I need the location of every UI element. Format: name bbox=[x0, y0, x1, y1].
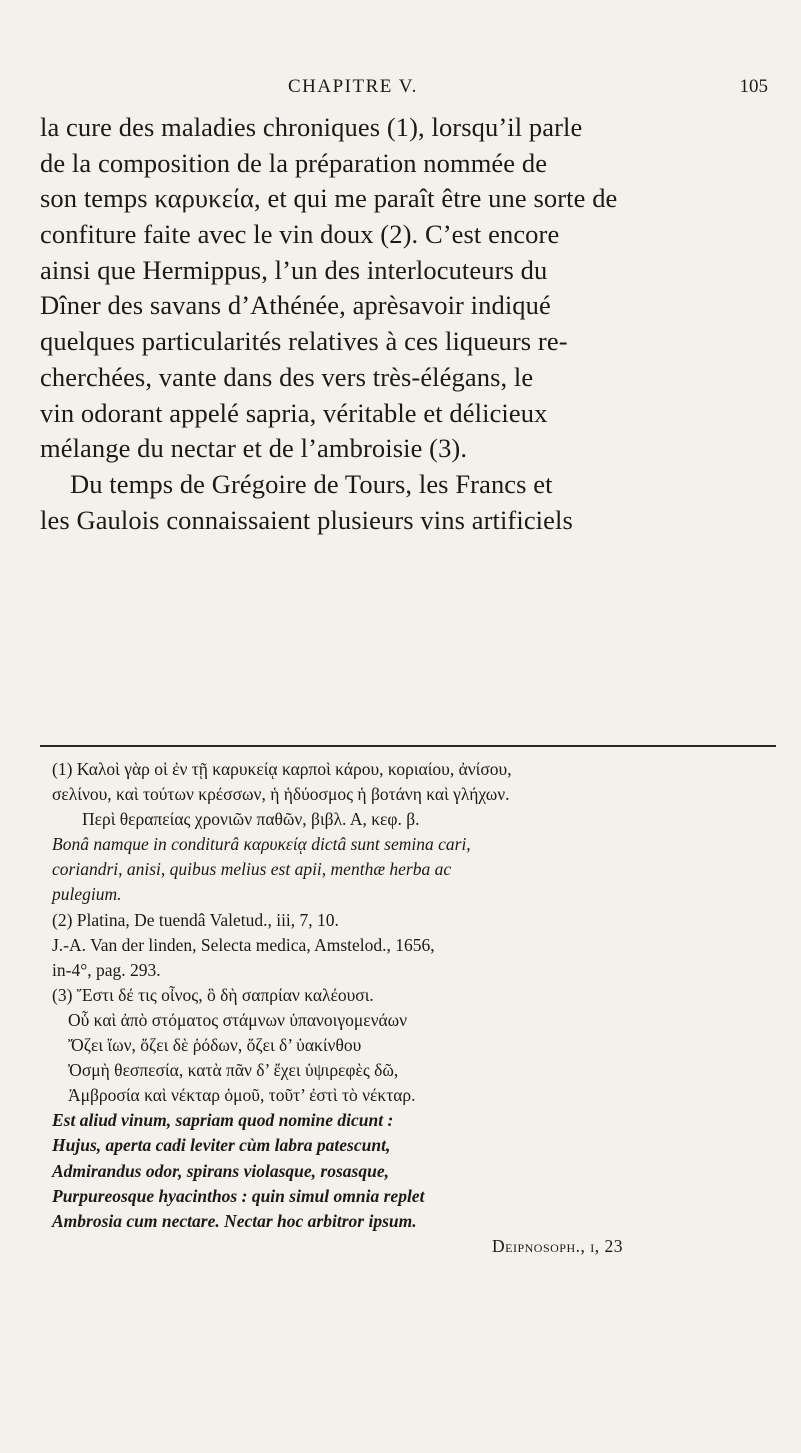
running-head: CHAPITRE V. bbox=[288, 76, 418, 97]
footnote-2-line: in-4°, pag. 293. bbox=[52, 959, 161, 980]
footnote-1-latin-line: coriandri, anisi, quibus melius est apii, menthæ herba ac bbox=[52, 859, 452, 880]
footnote-3-latin-line: Hujus, aperta cadi leviter cùm labra patescunt, bbox=[52, 1135, 391, 1156]
footnote-1-latin-line: Bonâ namque in conditurâ καρυκείᾳ dictâ sunt semina cari, bbox=[52, 834, 471, 855]
footnote-3-greek-line: Ὄζει ἴων, ὄζει δὲ ῥόδων, ὄζει δ’ ὑακίνθου bbox=[68, 1035, 362, 1056]
footnote-3-latin-line: Est aliud vinum, sapriam quod nomine dicunt : bbox=[52, 1110, 394, 1131]
body-line: cherchées, vante dans des vers très-élégans, le bbox=[40, 361, 534, 392]
footnote-1-latin-line: pulegium. bbox=[52, 884, 122, 905]
footnote-3-latin-line: Admirandus odor, spirans violasque, rosasque, bbox=[52, 1160, 389, 1181]
page-number: 105 bbox=[739, 76, 768, 97]
body-line: la cure des maladies chroniques (1), lorsqu’il parle bbox=[40, 112, 583, 142]
footnote-2-line: (2) Platina, De tuendâ Valetud., iii, 7, 10. bbox=[52, 909, 339, 930]
footnote-3-greek-line: Ἀμβροσία καὶ νέκταρ ὁμοῦ, τοῦτ’ ἐστὶ τὸ νέκταρ. bbox=[68, 1085, 416, 1106]
footnote-divider bbox=[40, 745, 776, 747]
footnote-1-greek-line: σελίνου, καὶ τούτων κρέσσων, ἡ ἡδύοσμος ἡ βοτάνη καὶ γλήχων. bbox=[52, 784, 510, 805]
book-page bbox=[40, 0, 776, 1453]
body-line: Dîner des savans d’Athénée, aprèsavoir indiqué bbox=[40, 290, 551, 321]
footnote-3-greek-line: Ὀσμὴ θεσπεσία, κατὰ πᾶν δ’ ἔχει ὑψιρεφὲς δῶ, bbox=[68, 1060, 399, 1081]
page-header bbox=[40, 76, 776, 102]
body-line: son temps καρυκεία, et qui me paraît être une sorte de bbox=[40, 183, 618, 214]
body-line: confiture faite avec le vin doux (2). C’est encore bbox=[40, 219, 560, 250]
footnote-3-greek-line: (3) Ἔστι δέ τις οἶνος, ὃ δὴ σαπρίαν καλέουσι. bbox=[52, 984, 374, 1005]
footnotes bbox=[52, 757, 776, 1259]
main-text bbox=[40, 110, 776, 538]
footnote-2-line: J.-A. Van der linden, Selecta medica, Amstelod., 1656, bbox=[52, 934, 435, 955]
body-line: quelques particularités relatives à ces liqueurs re- bbox=[40, 326, 568, 357]
body-line: les Gaulois connaissaient plusieurs vins artificiels bbox=[40, 504, 573, 535]
body-line: de la composition de la préparation nommée de bbox=[40, 147, 548, 178]
footnote-1-greek-line: Περὶ θεραπείας χρονιῶν παθῶν, βιβλ. Α, κεφ. β. bbox=[82, 809, 420, 830]
body-line: vin odorant appelé sapria, véritable et délicieux bbox=[40, 397, 548, 428]
footnote-3-latin-line: Ambrosia cum nectare. Nectar hoc arbitror ipsum. bbox=[52, 1210, 417, 1231]
footnote-3-greek-line: Οὗ καὶ ἀπὸ στόματος στάμνων ὑπανοιγομενάων bbox=[68, 1009, 408, 1030]
footnote-3-source: Deipnosoph., i, 23 bbox=[492, 1235, 624, 1256]
footnote-3-latin-line: Purpureosque hyacinthos : quin simul omnia replet bbox=[52, 1185, 425, 1206]
body-line: ainsi que Hermippus, l’un des interlocuteurs du bbox=[40, 254, 548, 285]
body-line: mélange du nectar et de l’ambroisie (3). bbox=[40, 433, 468, 464]
footnote-1-greek-line: (1) Καλοὶ γὰρ οἱ ἐν τῇ καρυκείᾳ καρποὶ κάρου, κοριαίου, ἀνίσου, bbox=[52, 759, 512, 779]
body-line: Du temps de Grégoire de Tours, les Francs et bbox=[70, 468, 553, 499]
